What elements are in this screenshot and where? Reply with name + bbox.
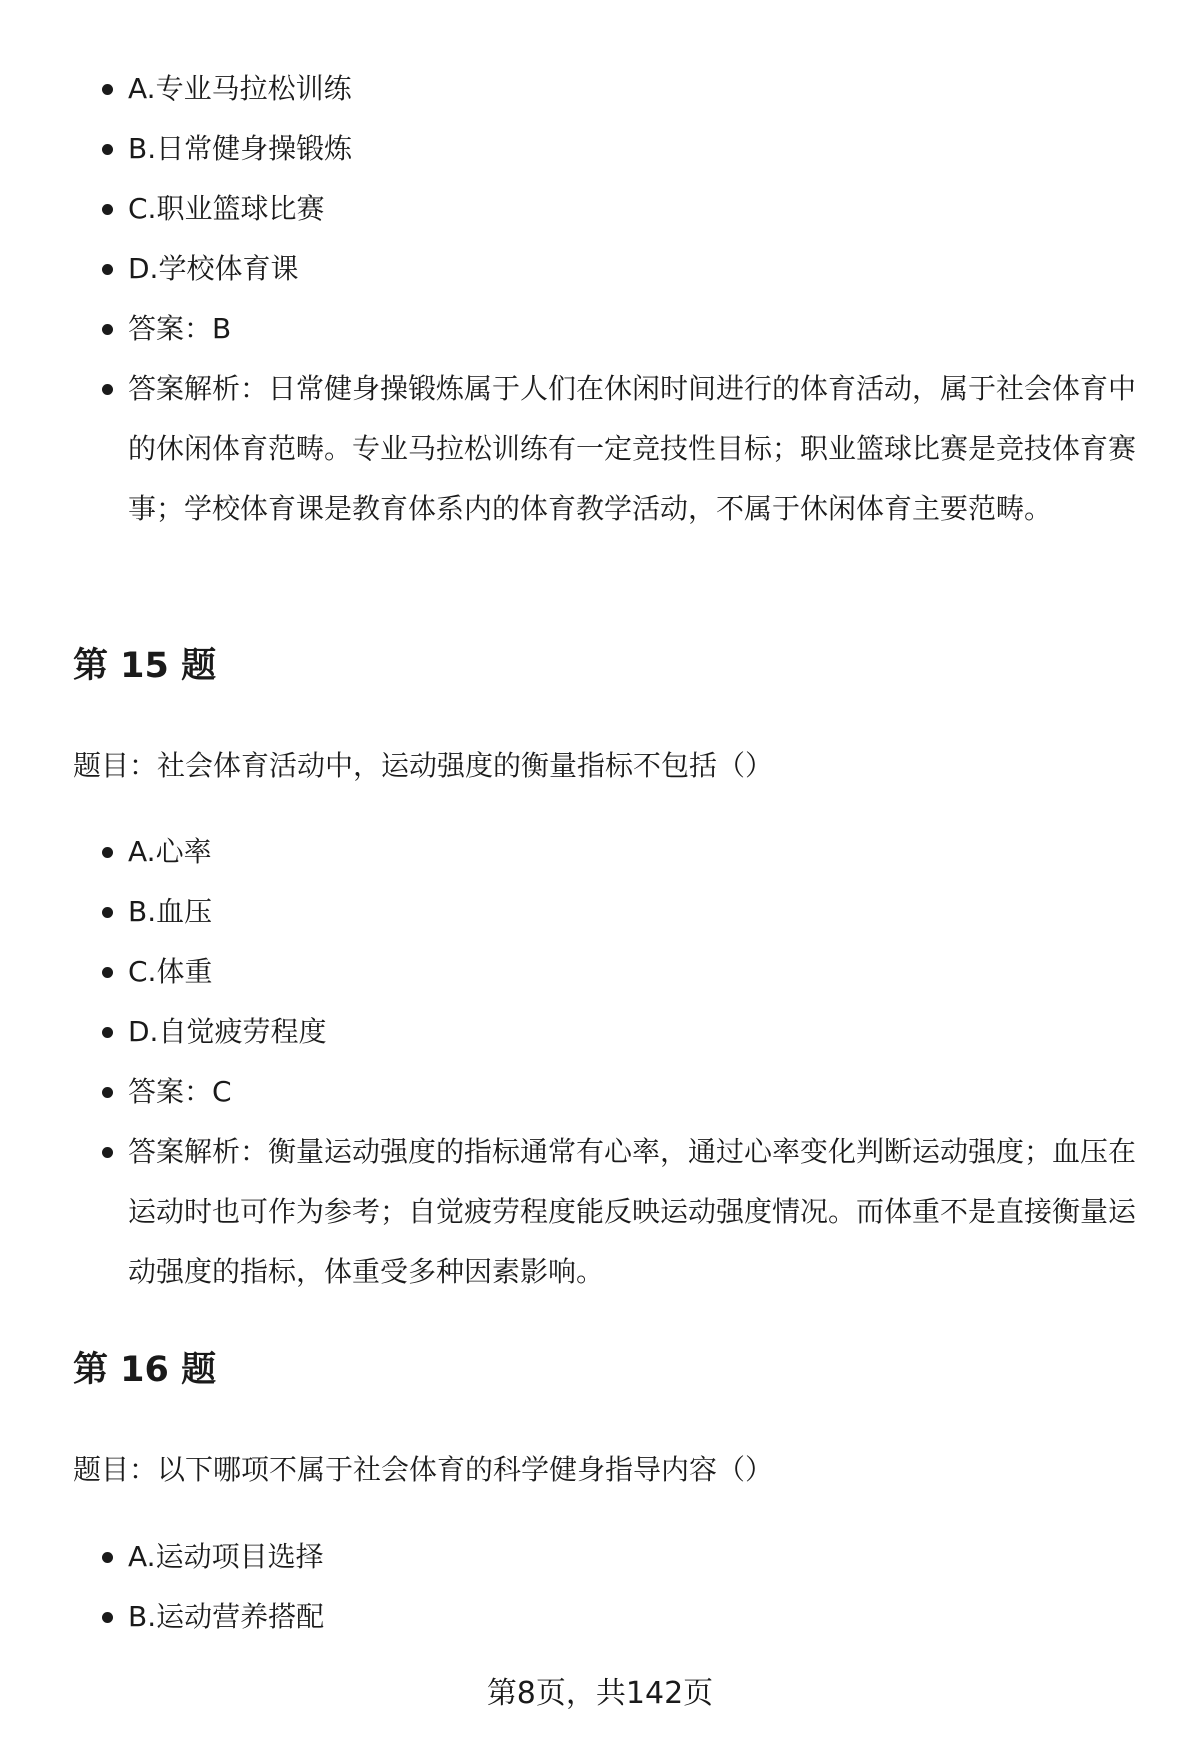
option-d: D.自觉疲劳程度 <box>128 1002 1144 1062</box>
option-c: C.体重 <box>128 942 1144 1002</box>
option-c: C.职业篮球比赛 <box>128 179 1144 239</box>
question-14-list <box>128 59 1144 539</box>
option-a: A.运动项目选择 <box>128 1527 1144 1587</box>
question-16-text: 题目：以下哪项不属于社会体育的科学健身指导内容（） <box>73 1453 774 1486</box>
option-b: B.日常健身操锻炼 <box>128 119 1144 179</box>
answer: 答案：C <box>128 1062 1144 1122</box>
answer: 答案：B <box>128 299 1144 359</box>
answer-analysis: 答案解析：日常健身操锻炼属于人们在休闲时间进行的体育活动，属于社会体育中的休闲体育范畴。专业马拉松训练有一定竞技性目标；职业篮球比赛是竞技体育赛事；学校体育课是教育体系内的体育教学活动，不属于休闲体育主要范畴。 <box>128 359 1144 539</box>
option-a: A.心率 <box>128 822 1144 882</box>
option-d: D.学校体育课 <box>128 239 1144 299</box>
option-b: B.运动营养搭配 <box>128 1587 1144 1647</box>
answer-analysis: 答案解析：衡量运动强度的指标通常有心率，通过心率变化判断运动强度；血压在运动时也可作为参考；自觉疲劳程度能反映运动强度情况。而体重不是直接衡量运动强度的指标，体重受多种因素影响。 <box>128 1122 1144 1302</box>
question-15-text: 题目：社会体育活动中，运动强度的衡量指标不包括（） <box>73 749 774 782</box>
option-b: B.血压 <box>128 882 1144 942</box>
page-number: 第8页，共142页 <box>486 1676 714 1711</box>
question-16-list <box>128 1527 1144 1647</box>
option-a: A.专业马拉松训练 <box>128 59 1144 119</box>
question-16-heading: 第 16 题 <box>73 1350 217 1390</box>
question-15-list <box>128 822 1144 1302</box>
question-15-heading: 第 15 题 <box>73 646 217 686</box>
